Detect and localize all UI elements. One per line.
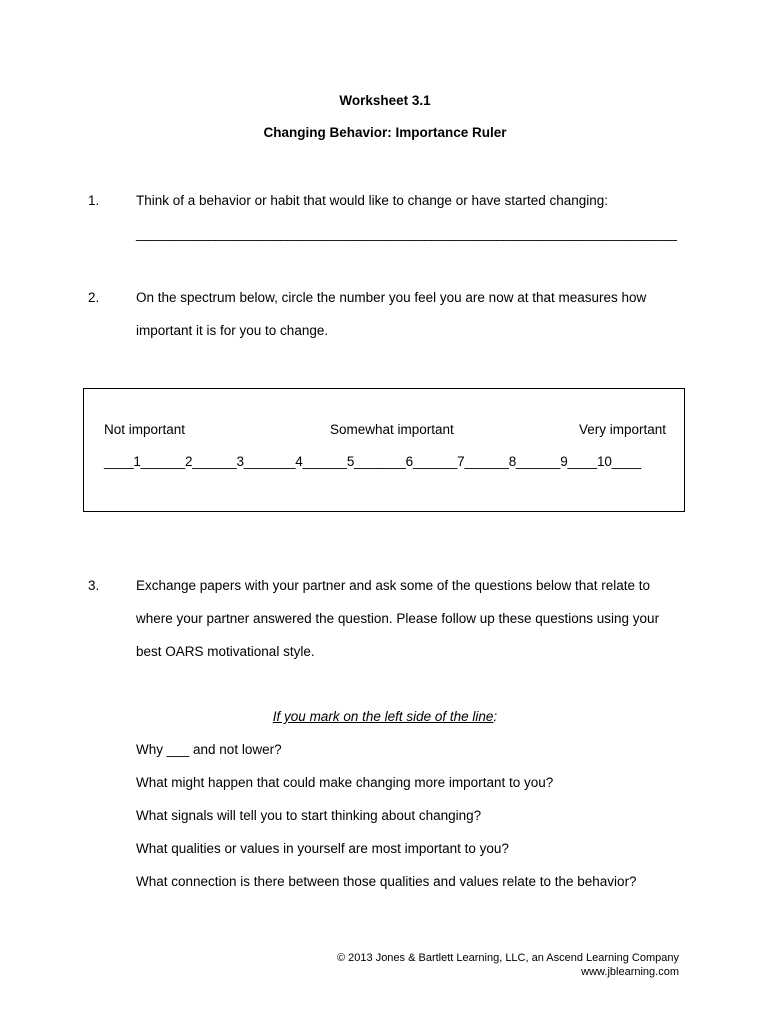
question-3: What signals will tell you to start thinking about changing? <box>136 808 482 823</box>
ruler-label-somewhat-important: Somewhat important <box>330 422 454 437</box>
item-3-text-line-3: best OARS motivational style. <box>136 644 315 659</box>
item-3-text-line-1: Exchange papers with your partner and ask some of the questions below that relate to <box>136 578 651 593</box>
item-1-number: 1. <box>88 193 100 208</box>
item-1-answer-line: ___________________________________________________________________________ <box>136 226 677 241</box>
question-5: What connection is there between those qualities and values relate to the behavior? <box>136 874 637 889</box>
questions-heading-text: If you mark on the left side of the line <box>272 709 494 724</box>
question-2: What might happen that could make changing more important to you? <box>136 775 554 790</box>
ruler-scale: ____1______2______3_______4______5_______6______7______8______9____10____ <box>104 454 642 469</box>
worksheet-number: Worksheet 3.1 <box>339 93 431 108</box>
item-2-text-line-2: important it is for you to change. <box>136 323 329 338</box>
question-1: Why ___ and not lower? <box>136 742 282 757</box>
worksheet-title: Changing Behavior: Importance Ruler <box>263 125 507 140</box>
footer-website: www.jblearning.com <box>581 966 679 978</box>
question-4: What qualities or values in yourself are most important to you? <box>136 841 509 856</box>
item-2-number: 2. <box>88 290 100 305</box>
footer-copyright: © 2013 Jones & Bartlett Learning, LLC, an Ascend Learning Company <box>337 952 679 964</box>
questions-heading <box>0 709 770 724</box>
item-3-number: 3. <box>88 578 100 593</box>
ruler-label-very-important: Very important <box>578 422 666 437</box>
importance-ruler-box <box>83 388 685 512</box>
item-2-text-line-1: On the spectrum below, circle the number you feel you are now at that measures how <box>136 290 647 305</box>
ruler-label-not-important: Not important <box>104 422 186 437</box>
item-3-text-line-2: where your partner answered the question. Please follow up these questions using your <box>136 611 660 626</box>
questions-heading-colon: : <box>493 709 498 724</box>
item-1-text: Think of a behavior or habit that would like to change or have started changing: <box>136 193 609 208</box>
